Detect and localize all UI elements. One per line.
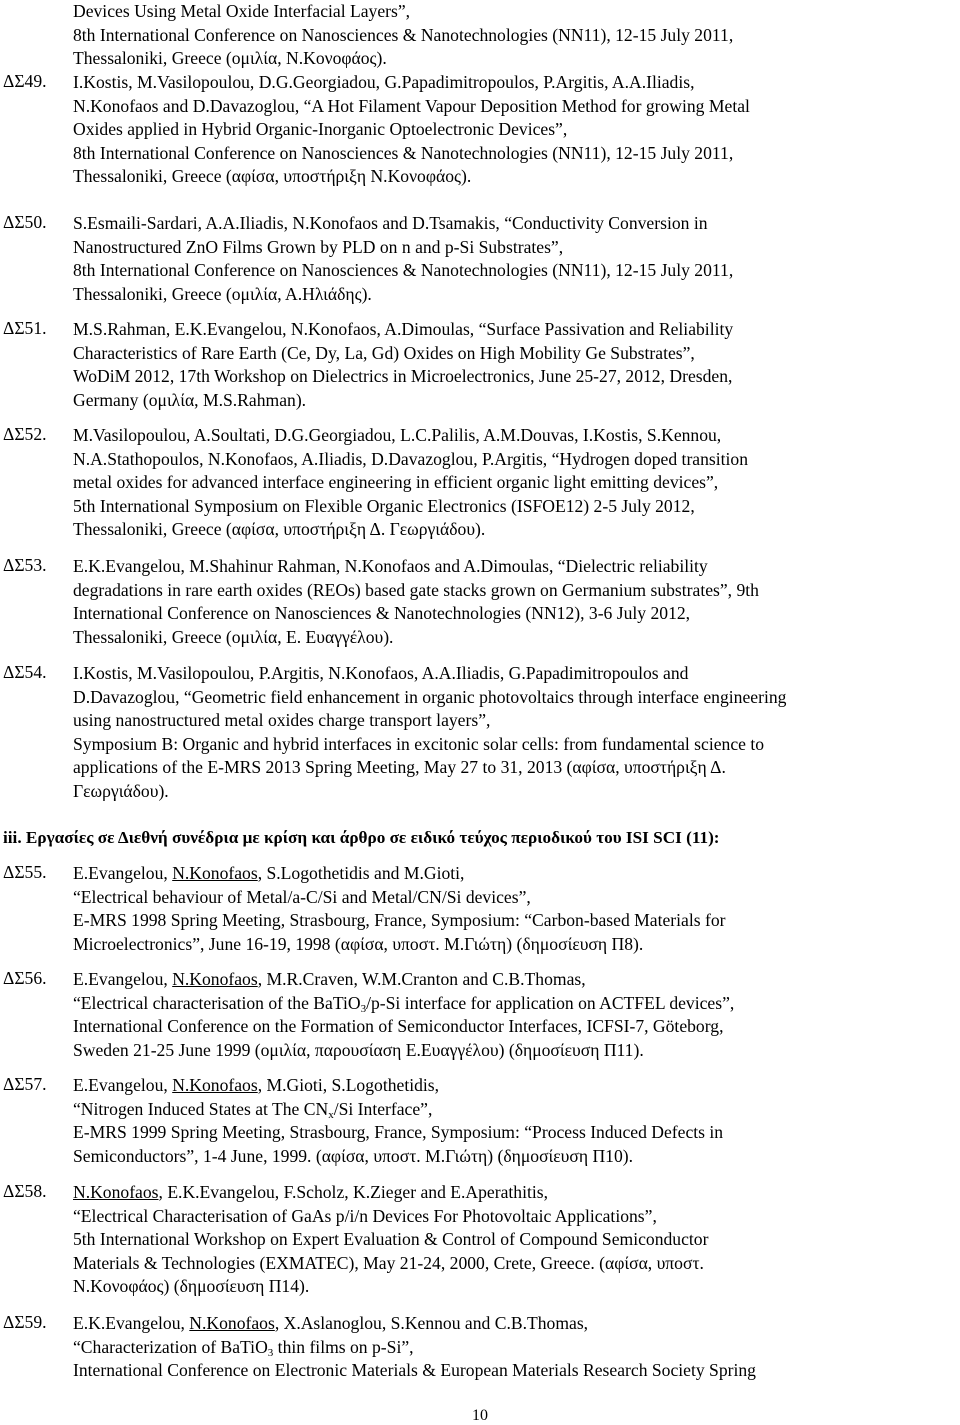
title-text: thin films on p-Si”, (273, 1336, 414, 1357)
entry-line: 8th International Conference on Nanosciences & Nanotechnologies (NN11), 12-15 July 2011, (73, 260, 734, 281)
entry-number: ΔΣ54. (3, 662, 47, 682)
title-text: “Characterization of BaTiO (73, 1336, 268, 1357)
entry-number: ΔΣ58. (3, 1181, 47, 1201)
title-text: “Nitrogen Induced States at The CN (73, 1098, 329, 1119)
entry-line: 5th International Symposium on Flexible Organic Electronics (ISFOE12) 2-5 July 2012, (73, 495, 695, 516)
entry-authors (73, 862, 959, 886)
author-highlight: N.Konofaos (172, 969, 258, 989)
author-text: E.K.Evangelou, (73, 1313, 190, 1333)
entry-line: Thessaloniki, Greece (ομιλία, Α.Ηλιάδης). (73, 283, 372, 304)
author-text: , S.Logothetidis and M.Gioti, (257, 863, 465, 883)
entry-number: ΔΣ56. (3, 968, 47, 988)
author-text: , M.R.Craven, W.M.Cranton and C.B.Thomas, (257, 969, 586, 989)
entry-line: Germany (ομιλία, M.S.Rahman). (73, 389, 307, 410)
entry-line: Symposium B: Organic and hybrid interfaces in excitonic solar cells: from fundamental science to (73, 733, 765, 754)
title-subscript: 3 (267, 1346, 274, 1359)
entry-line: degradations in rare earth oxides (REOs) based gate stacks grown on Germanium substrates”, 9th (73, 579, 759, 600)
entry-number: ΔΣ57. (3, 1074, 47, 1094)
entry-line: Sweden 21-25 June 1999 (ομιλία, παρουσίαση Ε.Ευαγγέλου) (δημοσίευση Π11). (73, 1039, 644, 1060)
entry-title (73, 1336, 959, 1360)
author-highlight: N.Konofaos (73, 1182, 159, 1202)
author-text: , M.Gioti, S.Logothetidis, (257, 1075, 440, 1095)
entry-line: 5th International Workshop on Expert Evaluation & Control of Compound Semiconductor (73, 1229, 709, 1250)
entry-line: applications of the E-MRS 2013 Spring Meeting, May 27 to 31, 2013 (αφίσα, υποστήριξη Δ. (73, 757, 726, 778)
entry-line: Thessaloniki, Greece (αφίσα, υποστήριξη Ν.Κονοφάος). (73, 166, 472, 187)
entry-line: M.Vasilopoulou, A.Soultati, D.G.Georgiadou, L.C.Palilis, A.M.Douvas, I.Kostis, S.Kennou, (73, 425, 722, 445)
entry-line: Γεωργιάδου). (73, 780, 169, 801)
entry-number: ΔΣ55. (3, 862, 47, 882)
author-text: E.Evangelou, (73, 1075, 173, 1095)
entry-line: M.S.Rahman, E.K.Evangelou, N.Konofaos, A.Dimoulas, “Surface Passivation and Reliability (73, 319, 734, 339)
entry-line: International Conference on Electronic Materials & European Materials Research Society Spring (73, 1360, 756, 1381)
entry-line: Microelectronics”, June 16-19, 1998 (αφίσα, υποστ. Μ.Γιώτη) (δημοσίευση Π8). (73, 933, 644, 954)
author-highlight: N.Konofaos (172, 863, 258, 883)
entry-line: International Conference on the Formation of Semiconductor Interfaces, ICFSI-7, Göteborg, (73, 1016, 724, 1037)
author-highlight: N.Konofaos (189, 1313, 275, 1333)
entry-title (73, 992, 959, 1016)
entry-line: Thessaloniki, Greece (ομιλία, Ε. Ευαγγέλου). (73, 626, 394, 647)
title-text: /Si Interface”, (333, 1098, 433, 1119)
entry-line: WoDiM 2012, 17th Workshop on Dielectrics in Microelectronics, June 25-27, 2012, Dresden, (73, 366, 733, 387)
entry-line: N.Konofaos and D.Davazoglou, “A Hot Filament Vapour Deposition Method for growing Metal (73, 95, 750, 116)
entry-number: ΔΣ59. (3, 1312, 47, 1332)
entry-line: N.A.Stathopoulos, N.Konofaos, A.Iliadis, D.Davazoglou, P.Argitis, “Hydrogen doped transition (73, 448, 749, 469)
entry-number: ΔΣ53. (3, 555, 47, 575)
entry-line: International Conference on Nanosciences & Nanotechnologies (NN12), 3-6 July 2012, (73, 603, 691, 624)
entry-title (73, 1098, 959, 1122)
author-text: , E.K.Evangelou, F.Scholz, K.Zieger and E.Aperathitis, (158, 1182, 548, 1202)
entry-line: Oxides applied in Hybrid Organic-Inorganic Optoelectronic Devices”, (73, 119, 568, 140)
entry-number: ΔΣ50. (3, 212, 47, 232)
entry-authors (73, 1074, 959, 1098)
entry-line: using nanostructured metal oxides charge transport layers”, (73, 710, 491, 731)
title-text: /p-Si interface for application on ACTFEL devices”, (366, 992, 735, 1013)
author-text: E.Evangelou, (73, 863, 173, 883)
page-number: 10 (472, 1407, 488, 1424)
entry-line: Devices Using Metal Oxide Interfacial Layers”, (73, 1, 411, 21)
entry-line: Semiconductors”, 1-4 June, 1999. (αφίσα, υποστ. Μ.Γιώτη) (δημοσίευση Π10). (73, 1145, 634, 1166)
entry-line: Characteristics of Rare Earth (Ce, Dy, La, Gd) Oxides on High Mobility Ge Substrates”, (73, 342, 695, 363)
author-text: E.Evangelou, (73, 969, 173, 989)
entry-line: Ν.Κονοφάος) (δημοσίευση Π14). (73, 1276, 310, 1297)
entry-authors (73, 1312, 959, 1336)
entry-line: I.Kostis, M.Vasilopoulou, P.Argitis, N.Konofaos, A.A.Iliadis, G.Papadimitropoulos and (73, 663, 689, 683)
title-text: “Electrical characterisation of the BaTiO (73, 992, 361, 1013)
entry-line: “Electrical behaviour of Metal/a-C/Si and Metal/CN/Si devices”, (73, 886, 531, 907)
author-highlight: N.Konofaos (172, 1075, 258, 1095)
entry-line: Thessaloniki, Greece (ομιλία, Ν.Κονοφάος). (73, 48, 387, 69)
entry-line: E-MRS 1999 Spring Meeting, Strasbourg, France, Symposium: “Process Induced Defects in (73, 1122, 724, 1143)
author-text: , X.Aslanoglou, S.Kennou and C.B.Thomas, (274, 1313, 589, 1333)
entry-number: ΔΣ52. (3, 424, 47, 444)
section-heading: iii. Εργασίες σε Διεθνή συνέδρια με κρίση και άρθρο σε ειδικό τεύχος περιοδικού του ISI SCI (11): (3, 828, 720, 847)
entry-line: “Electrical Characterisation of GaAs p/i/n Devices For Photovoltaic Applications”, (73, 1205, 657, 1226)
entry-line: 8th International Conference on Nanosciences & Nanotechnologies (NN11), 12-15 July 2011, (73, 142, 734, 163)
entry-line: E-MRS 1998 Spring Meeting, Strasbourg, France, Symposium: “Carbon-based Materials for (73, 910, 726, 931)
entry-line: D.Davazoglou, “Geometric field enhancement in organic photovoltaics through interface engineering (73, 686, 787, 707)
entry-line: 8th International Conference on Nanosciences & Nanotechnologies (NN11), 12-15 July 2011, (73, 24, 734, 45)
entry-authors (73, 968, 959, 992)
entry-line: I.Kostis, M.Vasilopoulou, D.G.Georgiadou, G.Papadimitropoulos, P.Argitis, A.A.Iliadis, (73, 72, 695, 92)
entry-line: Materials & Technologies (EXMATEC), May 21-24, 2000, Crete, Greece. (αφίσα, υποστ. (73, 1252, 704, 1273)
entry-line: Thessaloniki, Greece (αφίσα, υποστήριξη Δ. Γεωργιάδου). (73, 519, 486, 540)
entry-line: S.Esmaili-Sardari, A.A.Iliadis, N.Konofaos and D.Tsamakis, “Conductivity Conversion in (73, 213, 708, 233)
title-subscript: 3 (360, 1002, 367, 1015)
entry-number: ΔΣ49. (3, 71, 47, 91)
entry-line: metal oxides for advanced interface engineering in efficient organic light emitting devices”, (73, 472, 719, 493)
entry-number: ΔΣ51. (3, 318, 47, 338)
title-subscript: x (328, 1108, 334, 1121)
entry-line: E.K.Evangelou, M.Shahinur Rahman, N.Konofaos and A.Dimoulas, “Dielectric reliability (73, 556, 708, 576)
entry-authors (73, 1181, 959, 1205)
entry-line: Nanostructured ZnO Films Grown by PLD on n and p-Si Substrates”, (73, 236, 564, 257)
